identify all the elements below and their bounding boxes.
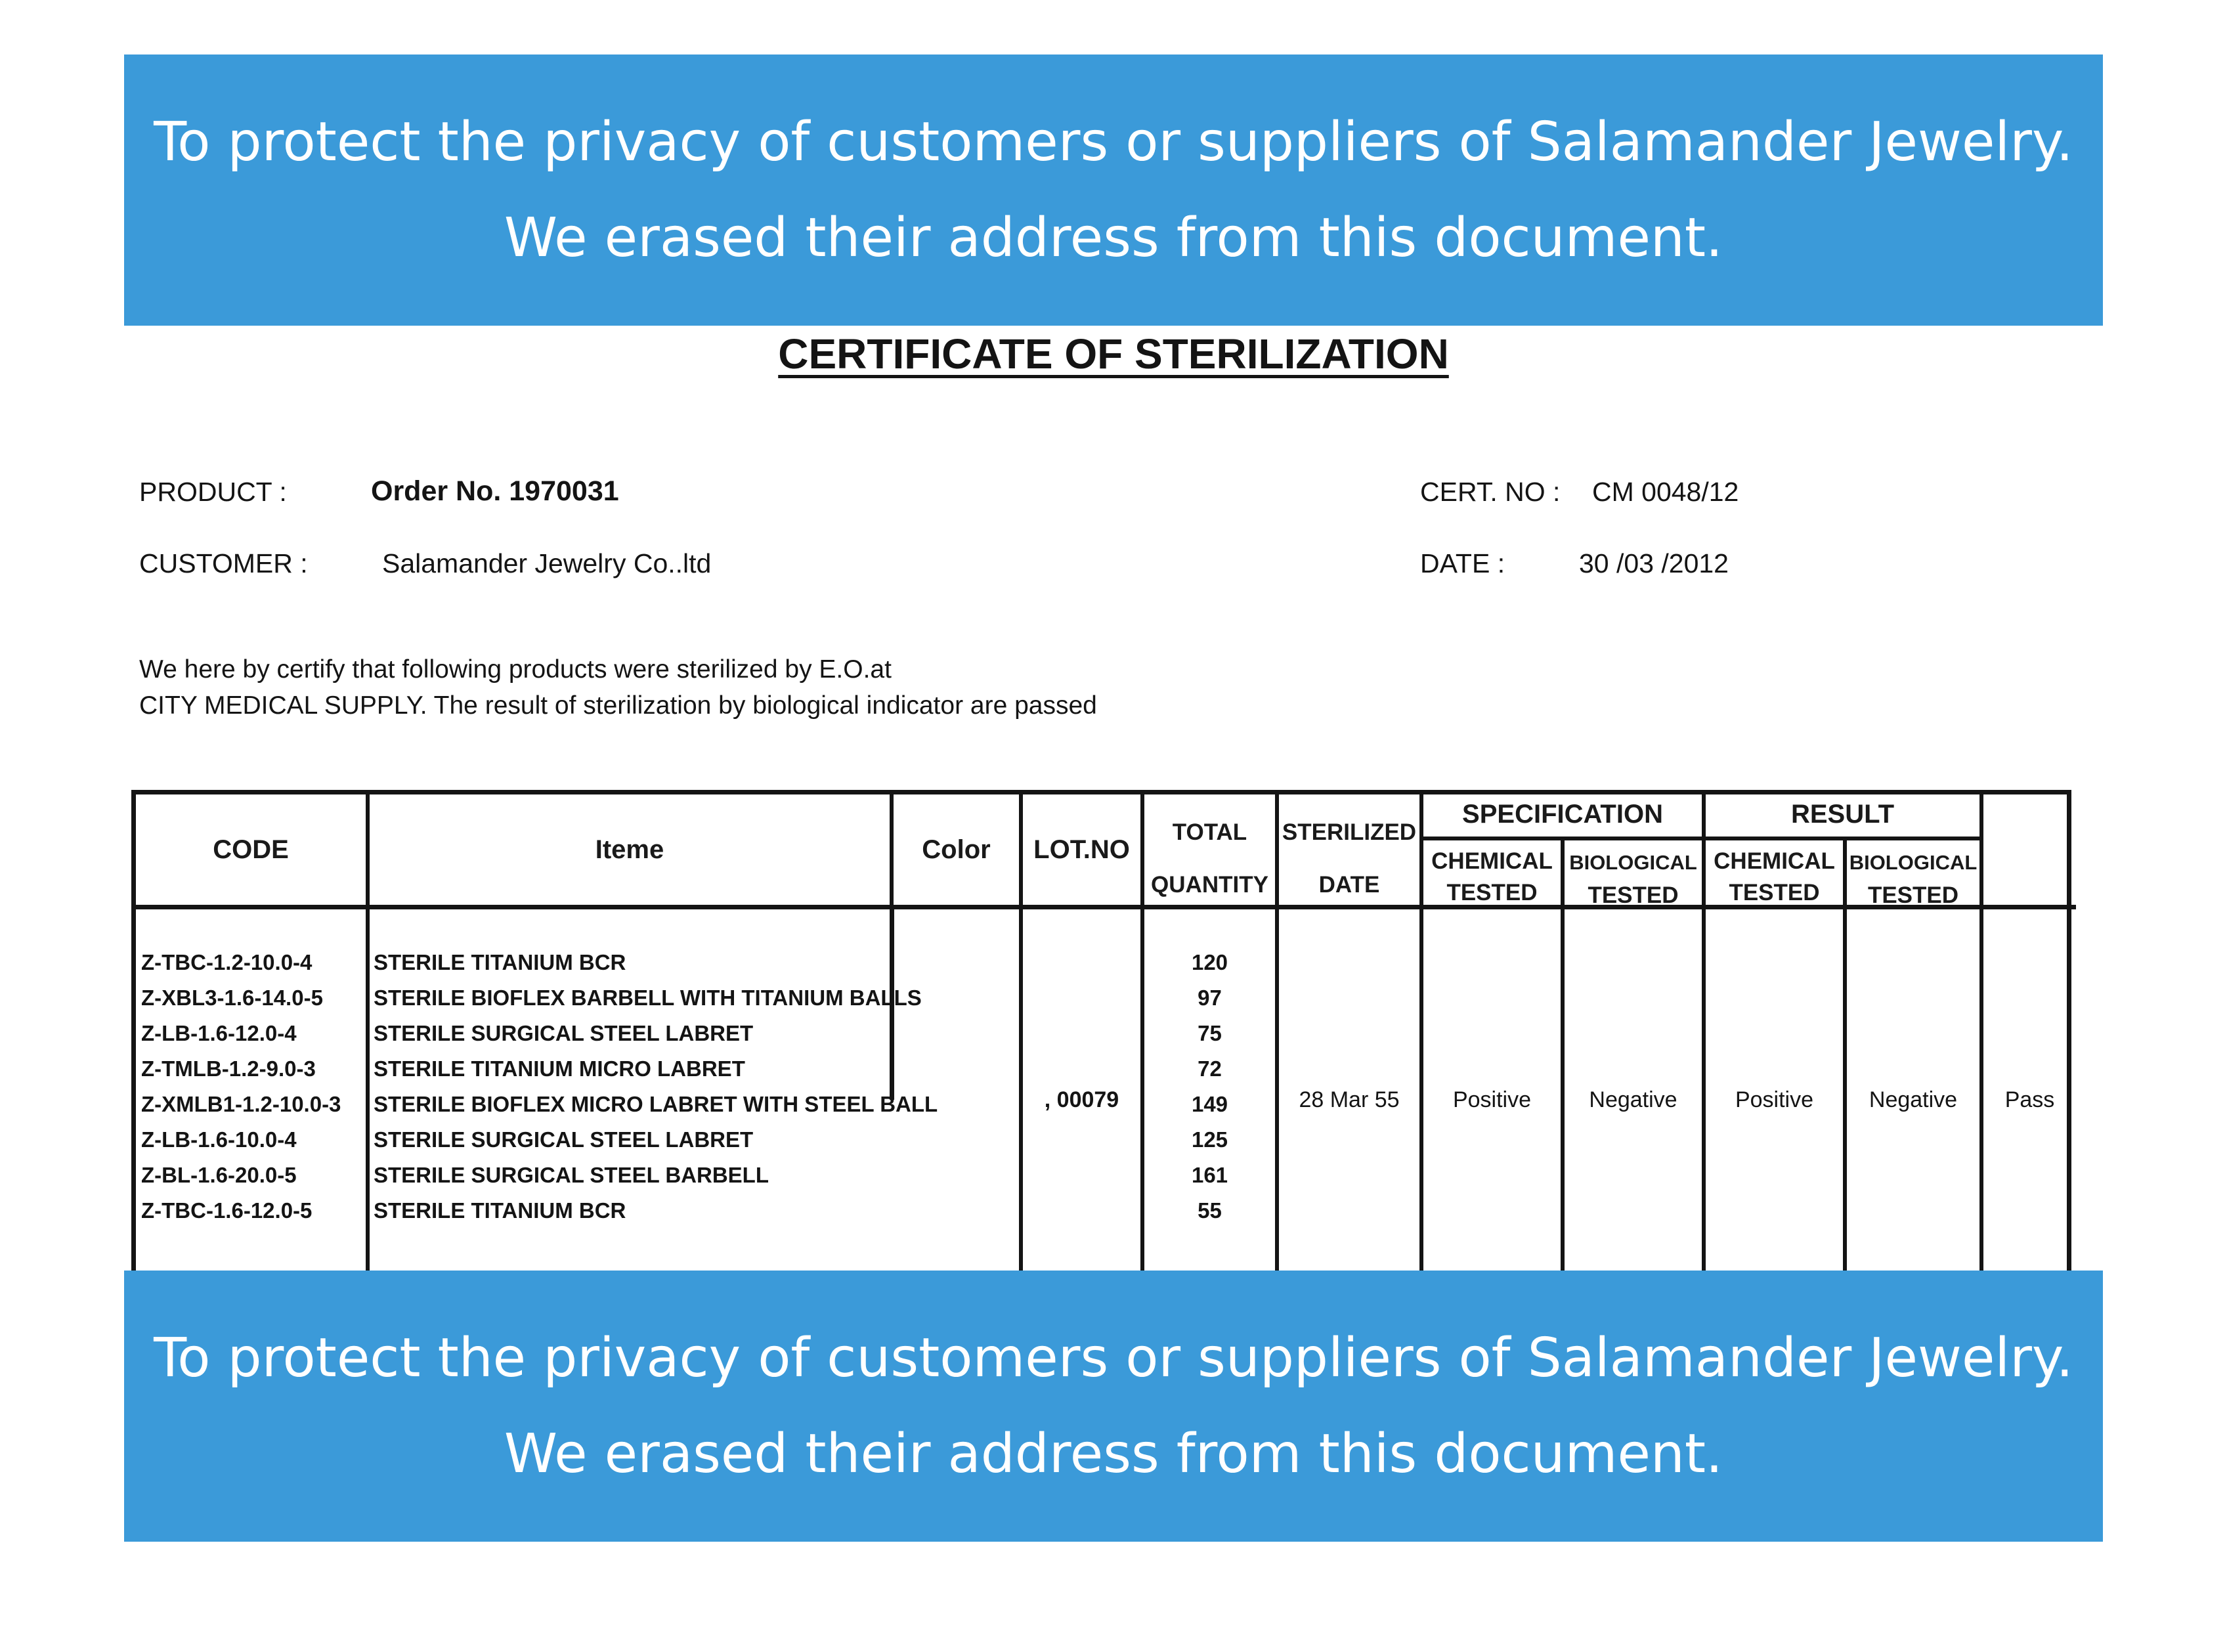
header-chemical-line1: CHEMICAL (1431, 848, 1553, 874)
row-item: STERILE SURGICAL STEEL LABRET (374, 1127, 754, 1152)
row-quantity: 161 (1191, 1163, 1228, 1187)
row-code: Z-TBC-1.6-12.0-5 (141, 1198, 313, 1223)
header-result: RESULT (1790, 800, 1895, 829)
row-code: Z-XMLB1-1.2-10.0-3 (141, 1092, 341, 1116)
row-quantity: 120 (1191, 950, 1228, 974)
header-chemical-line2: TESTED (1729, 880, 1820, 905)
date-value: 30 /03 /2012 (1579, 548, 1729, 578)
row-code: Z-LB-1.6-10.0-4 (141, 1127, 297, 1152)
certificate-title: CERTIFICATE OF STERILIZATION (778, 330, 1449, 378)
header-result-chemical (1706, 848, 1843, 906)
row-code: Z-LB-1.6-12.0-4 (141, 1021, 297, 1045)
header-code: CODE (213, 835, 289, 864)
row-code: Z-BL-1.6-20.0-5 (141, 1163, 297, 1187)
spec-biological-value: Negative (1589, 1087, 1677, 1112)
row-code: Z-XBL3-1.6-14.0-5 (141, 986, 323, 1010)
product-value: Order No. 1970031 (371, 475, 619, 507)
col-divider (366, 794, 370, 1277)
header-chemical-line2: TESTED (1446, 880, 1538, 905)
cert-no-value: CM 0048/12 (1592, 477, 1739, 507)
privacy-banner-line2: We erased their address from this document. (504, 206, 1723, 269)
statement-line2: CITY MEDICAL SUPPLY. The result of sterilization by biological indicator are passed (139, 691, 1097, 720)
row-quantity: 75 (1198, 1021, 1222, 1045)
row-quantity: 55 (1198, 1198, 1222, 1223)
col-divider (1979, 794, 1983, 1277)
header-biological-line1: BIOLOGICAL (1849, 851, 1978, 874)
privacy-banner-line1: To protect the privacy of customers or suppliers of Salamander Jewelry. (154, 1326, 2073, 1389)
cert-no-label: CERT. NO : (1420, 477, 1561, 507)
privacy-banner-line1: To protect the privacy of customers or suppliers of Salamander Jewelry. (154, 110, 2073, 173)
result-biological-value: Negative (1869, 1087, 1958, 1112)
date-label: DATE : (1420, 548, 1505, 578)
result-chemical-value: Positive (1735, 1087, 1814, 1112)
row-item: STERILE BIOFLEX BARBELL WITH TITANIUM BALLS (374, 986, 922, 1010)
row-quantity: 97 (1198, 986, 1222, 1010)
header-total-line1: TOTAL (1172, 819, 1247, 845)
spec-chemical-value: Positive (1452, 1087, 1532, 1112)
row-item: STERILE TITANIUM BCR (374, 1198, 626, 1223)
privacy-banner-bottom (124, 1271, 2103, 1542)
header-color: Color (922, 835, 991, 864)
sterilization-table (131, 790, 2071, 1272)
header-sterilized-date (1279, 819, 1419, 898)
header-result-biological (1847, 851, 1979, 909)
header-chemical-line1: CHEMICAL (1714, 848, 1835, 874)
header-biological-line2: TESTED (1588, 882, 1679, 908)
sterilized-date-value: 28 Mar 55 (1299, 1087, 1400, 1112)
statement-line1: We here by certify that following products were sterilized by E.O.at (139, 655, 892, 684)
row-code: Z-TMLB-1.2-9.0-3 (141, 1056, 316, 1081)
header-spec-chemical (1423, 848, 1561, 906)
privacy-banner-top (124, 54, 2103, 326)
col-divider (1019, 794, 1023, 1277)
customer-label: CUSTOMER : (139, 548, 308, 578)
row-quantity: 72 (1198, 1056, 1222, 1081)
header-item: Iteme (595, 835, 664, 864)
header-sterilized-line1: STERILIZED (1282, 819, 1417, 845)
header-biological-line1: BIOLOGICAL (1569, 851, 1697, 874)
subheader-divider (1419, 837, 1979, 840)
row-item: STERILE SURGICAL STEEL LABRET (374, 1021, 754, 1045)
overall-result-value: Pass (2004, 1087, 2055, 1112)
header-lot-no: LOT.NO (1033, 835, 1130, 864)
header-specification: SPECIFICATION (1462, 800, 1663, 829)
row-code: Z-TBC-1.2-10.0-4 (141, 950, 313, 974)
header-biological-line2: TESTED (1867, 882, 1959, 908)
privacy-banner-line2: We erased their address from this document. (504, 1422, 1723, 1485)
customer-value: Salamander Jewelry Co..ltd (382, 548, 712, 578)
row-item: STERILE TITANIUM MICRO LABRET (374, 1056, 745, 1081)
row-item: STERILE BIOFLEX MICRO LABRET WITH STEEL BALL (374, 1092, 938, 1116)
row-quantity: 149 (1191, 1092, 1228, 1116)
header-total-quantity (1144, 819, 1275, 898)
row-item: STERILE TITANIUM BCR (374, 950, 626, 974)
row-item: STERILE SURGICAL STEEL BARBELL (374, 1163, 769, 1187)
header-sterilized-line2: DATE (1318, 872, 1380, 898)
header-spec-biological (1565, 851, 1702, 909)
row-quantity: 125 (1191, 1127, 1228, 1152)
lot-no-value: , 00079 (1044, 1087, 1119, 1112)
certification-statement (139, 651, 1097, 724)
product-label: PRODUCT : (139, 477, 287, 507)
header-total-line2: QUANTITY (1151, 872, 1268, 898)
